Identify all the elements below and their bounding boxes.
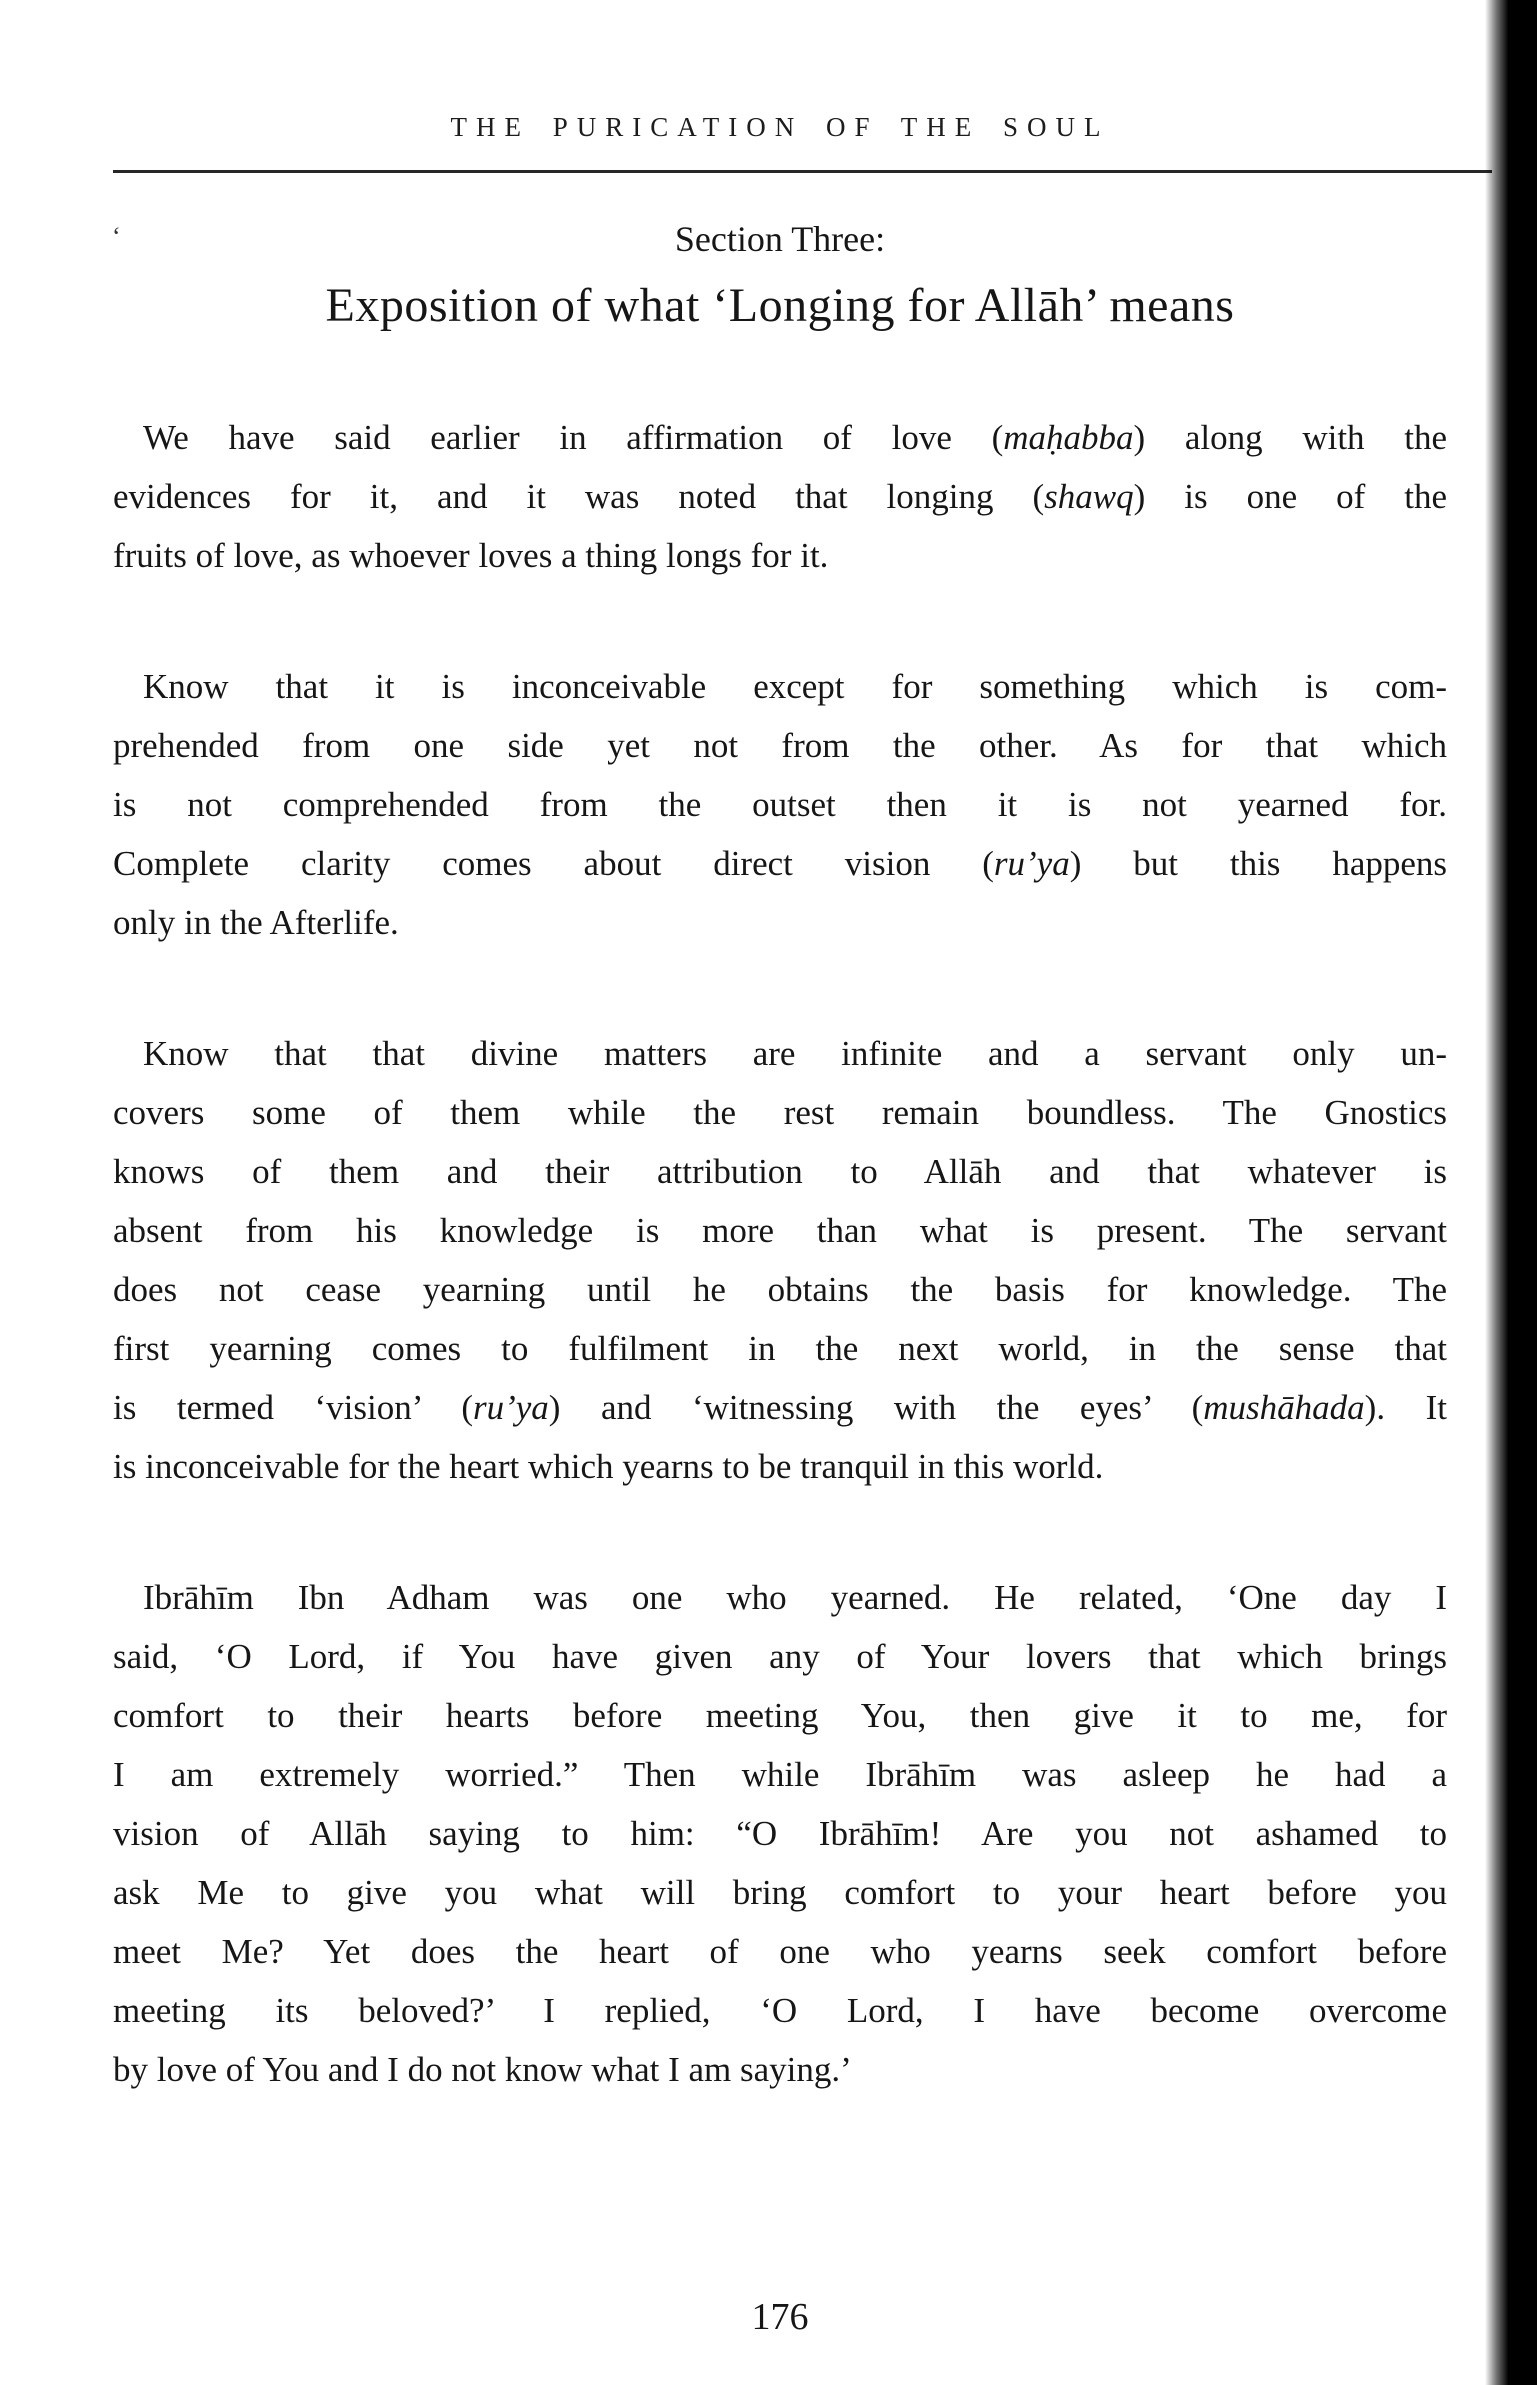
- paragraph: [113, 657, 1447, 952]
- text-line: by love of You and I do not know what I am saying.’: [113, 2050, 852, 2089]
- text-line: evidences for it, and it was noted that longing (shawq) is one of the: [113, 477, 1447, 516]
- text-line: knows of them and their attribution to Allāh and that whatever is: [113, 1152, 1447, 1191]
- text-line: meeting its beloved?’ I replied, ‘O Lord, I have become overcome: [113, 1991, 1447, 2030]
- running-header: THE PURICATION OF THE SOUL: [450, 112, 1110, 142]
- text-line: first yearning comes to fulfilment in the next world, in the sense that: [113, 1329, 1447, 1368]
- text-line: vision of Allāh saying to him: “O Ibrāhīm! Are you not ashamed to: [113, 1814, 1447, 1853]
- text-line: meet Me? Yet does the heart of one who yearns seek comfort before: [113, 1932, 1447, 1971]
- text-line: Know that that divine matters are infinite and a servant only un-: [143, 1034, 1447, 1073]
- text-line: Ibrāhīm Ibn Adham was one who yearned. He related, ‘One day I: [143, 1578, 1447, 1617]
- text-line: said, ‘O Lord, if You have given any of Your lovers that which brings: [113, 1637, 1447, 1676]
- body-text: [113, 408, 1447, 2099]
- text-line: comfort to their hearts before meeting You, then give it to me, for: [113, 1696, 1447, 1735]
- text-line: is not comprehended from the outset then it is not yearned for.: [113, 785, 1447, 824]
- paragraph: [113, 1024, 1447, 1496]
- header-rule: [113, 170, 1492, 173]
- text-line: covers some of them while the rest remain boundless. The Gnostics: [113, 1093, 1447, 1132]
- stray-scan-mark: ‘: [112, 222, 121, 251]
- paragraph: [113, 408, 1447, 585]
- text-line: Know that it is inconceivable except for something which is com-: [143, 667, 1447, 706]
- paragraph: [113, 1568, 1447, 2099]
- section-label: Section Three:: [674, 219, 886, 259]
- text-line: is inconceivable for the heart which yearns to be tranquil in this world.: [113, 1447, 1104, 1486]
- text-line: only in the Afterlife.: [113, 903, 399, 942]
- text-line: absent from his knowledge is more than what is present. The servant: [113, 1211, 1447, 1250]
- page-number: 176: [751, 2296, 809, 2338]
- text-line: ask Me to give you what will bring comfort to your heart before you: [113, 1873, 1447, 1912]
- text-line: Complete clarity comes about direct vision (ru’ya) but this happens: [113, 844, 1448, 883]
- text-line: We have said earlier in affirmation of love (maḥabba) along with the: [143, 418, 1447, 457]
- text-line: fruits of love, as whoever loves a thing longs for it.: [113, 536, 829, 575]
- text-line: does not cease yearning until he obtains the basis for knowledge. The: [113, 1270, 1447, 1309]
- text-line: I am extremely worried.” Then while Ibrāhīm was asleep he had a: [113, 1755, 1447, 1794]
- binding-shadow: [1485, 0, 1537, 2385]
- page-title: Exposition of what ‘Longing for Allāh’ means: [325, 279, 1235, 332]
- text-line: is termed ‘vision’ (ru’ya) and ‘witnessing with the eyes’ (mushāhada). It: [113, 1388, 1447, 1427]
- text-line: prehended from one side yet not from the other. As for that which: [113, 726, 1447, 765]
